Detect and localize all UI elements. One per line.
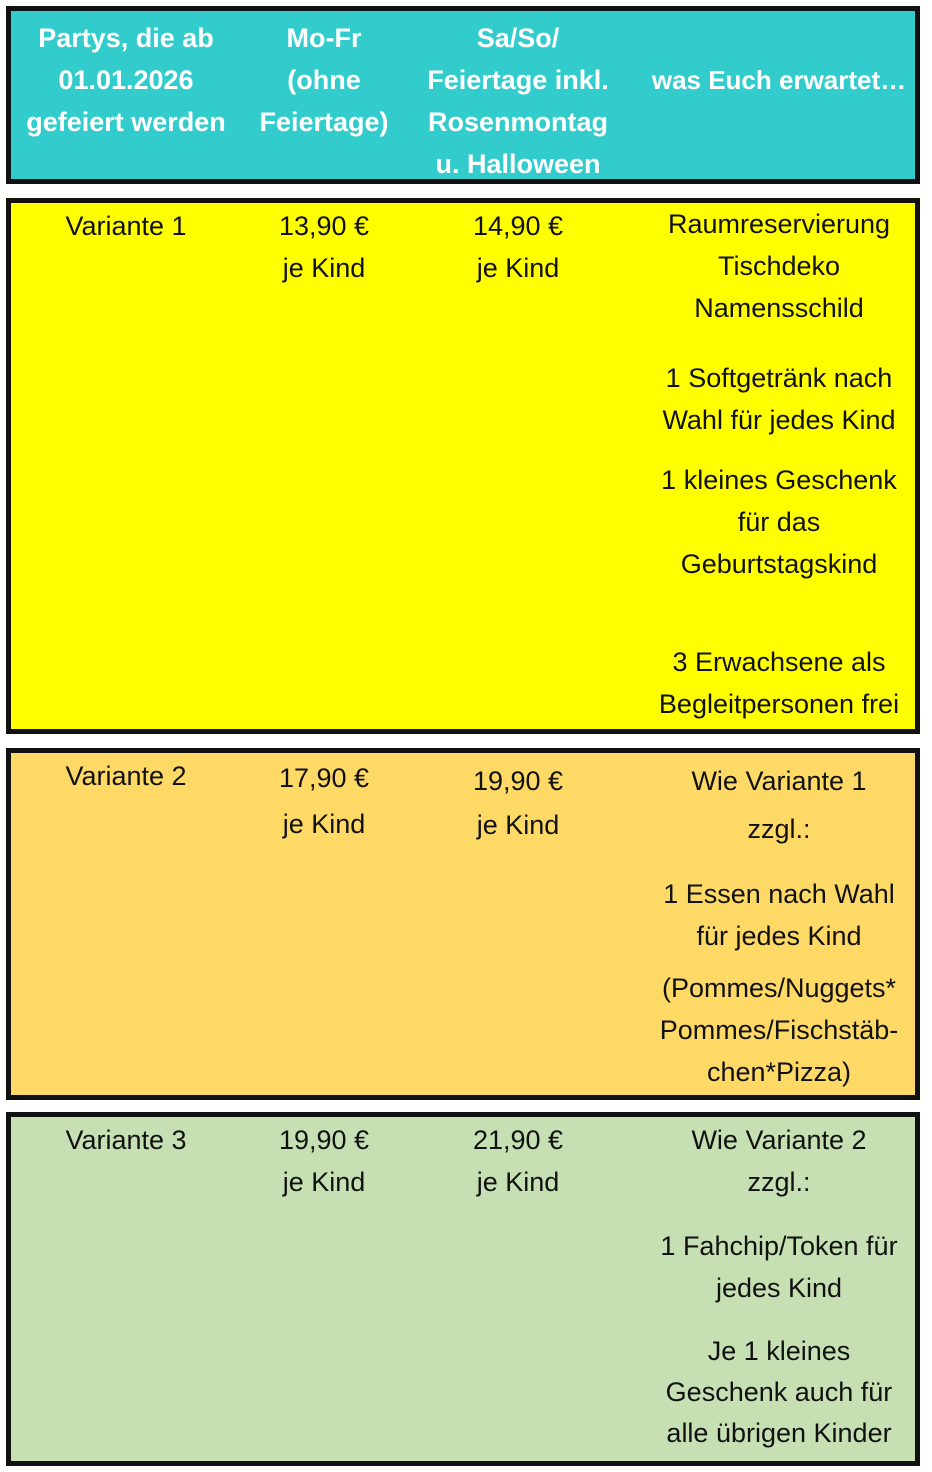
header-weekday-price: Mo-Fr (ohne Feiertage)	[259, 23, 389, 137]
header-row	[6, 6, 920, 184]
variant-1-name: Variante 1	[65, 211, 187, 241]
header-includes: was Euch erwartet…	[651, 65, 907, 95]
header-weekend-price: Sa/So/ Feiertage inkl. Rosenmontag u. Halloween	[427, 23, 609, 179]
variant-1-includes-gift: 1 kleines Geschenk für das Geburtstagskind	[661, 465, 897, 579]
variant-2-name: Variante 2	[65, 761, 187, 791]
header-party-date: Partys, die ab 01.01.2026 gefeiert werden	[26, 23, 226, 137]
variant-2-includes-meal: 1 Essen nach Wahl für jedes Kind	[663, 879, 895, 951]
variant-2-includes-options: (Pommes/Nuggets* Pommes/Fischstäb- chen*Pizza)	[659, 973, 899, 1087]
variant-2-row	[6, 748, 920, 1100]
variant-2-weekday-price: 17,90 € je Kind	[278, 763, 370, 839]
variant-1-weekend-price: 14,90 € je Kind	[472, 211, 564, 283]
variant-2-weekend-price: 19,90 € je Kind	[472, 766, 564, 840]
variant-3-includes-token: 1 Fahchip/Token für jedes Kind	[660, 1231, 898, 1303]
variant-1-includes-adults: 3 Erwachsene als Begleitpersonen frei	[658, 647, 900, 719]
variant-3-row	[6, 1112, 920, 1466]
variant-1-row	[6, 198, 920, 734]
variant-3-includes-base: Wie Variante 2 zzgl.:	[691, 1125, 867, 1197]
variant-3-name: Variante 3	[65, 1125, 187, 1155]
variant-2-includes-base: Wie Variante 1 zzgl.:	[691, 766, 867, 844]
variant-1-includes-drink: 1 Softgetränk nach Wahl für jedes Kind	[662, 363, 896, 435]
variant-3-includes-gifts: Je 1 kleines Geschenk auch für alle übrigen Kinder	[665, 1336, 893, 1448]
variant-1-weekday-price: 13,90 € je Kind	[278, 211, 370, 283]
variant-3-weekend-price: 21,90 € je Kind	[472, 1125, 564, 1197]
variant-1-includes-base: Raumreservierung Tischdeko Namensschild	[667, 209, 891, 323]
variant-3-weekday-price: 19,90 € je Kind	[278, 1125, 370, 1197]
